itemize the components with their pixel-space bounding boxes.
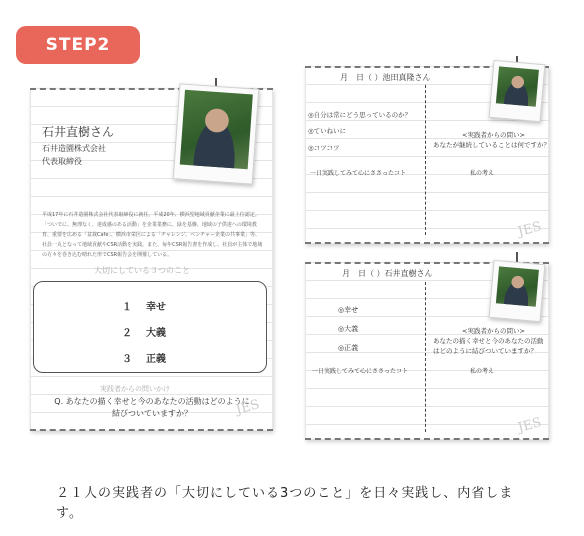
journal-question: ◎自分は常にどう思っているのか？: [308, 111, 412, 119]
caption-text: ２１人の実践者の「大切にしている3つのこと」を日々実践し、内省します。: [56, 486, 514, 521]
profile-name: 石井直樹さん: [42, 125, 115, 139]
journal-option: ◎大義: [338, 325, 359, 333]
page-bottom-edge: [30, 429, 273, 431]
practitioner-photo: [489, 260, 546, 322]
prompt-title: <実践者からの問い>: [462, 131, 525, 139]
column-label-right: 私の考え: [470, 368, 495, 375]
profile-role: 代表取締役: [42, 157, 82, 166]
values-box: [33, 281, 267, 373]
profile-bio: 平成17年に石井造園株式会社代表取締役に就任。平成20年、横浜型地域貢献企業に最上位認定。「ついでに、無理なく、達成感のある活動」を企業業務に、緑を基盤、地域の子供達への環境教育、重要を広める「盆栽Cafe」、横浜市栄区による「チャレンジ、ベンチャー企業の共事業」等、社員一丸となって地域貢献やCSR活動を実践。また、毎年CSR報告書を作成し、社員が主体で地域の方々を巻き込む晴れた形でCSR報告会を開催している。: [42, 212, 263, 258]
journal-option: ◎ていねいに: [308, 127, 347, 135]
prompt-text: あなたが継続していることは何ですか？: [433, 141, 550, 149]
value-label: 大義: [146, 328, 166, 339]
watermark: JES: [516, 415, 544, 436]
watermark: JES: [234, 397, 262, 418]
watermark: JES: [516, 219, 544, 240]
value-label: 正義: [146, 354, 166, 365]
values-title: 大切にしている３つのこと: [94, 266, 190, 275]
column-label-left: 一日実践してみて心にささったコト: [312, 368, 409, 375]
journal-option: ◎コツコツ: [308, 144, 340, 152]
value-label: 幸せ: [146, 302, 166, 313]
journal-header: 月 日（ ）石井直樹さん: [342, 269, 433, 278]
prompt-text: あなたの描く幸せと今のあなたの活動はどのように結びついていますか？: [433, 337, 544, 355]
journal-option: ◎正義: [338, 344, 359, 352]
portrait-image: [496, 66, 539, 106]
column-label-right: 私の考え: [470, 170, 495, 177]
value-number: ３: [122, 354, 132, 365]
journal-header: 月 日（ ）池田真隆さん: [340, 73, 431, 82]
journal-divider: [425, 282, 426, 432]
journal-option: ◎幸せ: [338, 306, 359, 314]
step-badge: STEP2: [16, 26, 140, 64]
value-number: ２: [122, 328, 132, 339]
prompt-title: <実践者からの問い>: [462, 327, 525, 335]
page-bottom-edge: [305, 242, 549, 244]
profile-photo: [173, 83, 260, 184]
column-label-left: 一日実践してみて心にささったコト: [310, 170, 407, 177]
page-bottom-edge: [305, 438, 549, 440]
question-title: 実践者からの問いかけ: [100, 385, 170, 393]
profile-company: 石井造園株式会社: [42, 144, 106, 153]
photo-pin: [516, 252, 518, 262]
portrait-image: [496, 266, 539, 306]
portrait-image: [180, 90, 253, 170]
journal-divider: [425, 85, 426, 235]
practitioner-photo: [489, 60, 546, 122]
value-number: １: [122, 302, 132, 313]
question-text: Q. あなたの描く幸せと今のあなたの活動はどのように結びついていますか？: [54, 397, 250, 418]
